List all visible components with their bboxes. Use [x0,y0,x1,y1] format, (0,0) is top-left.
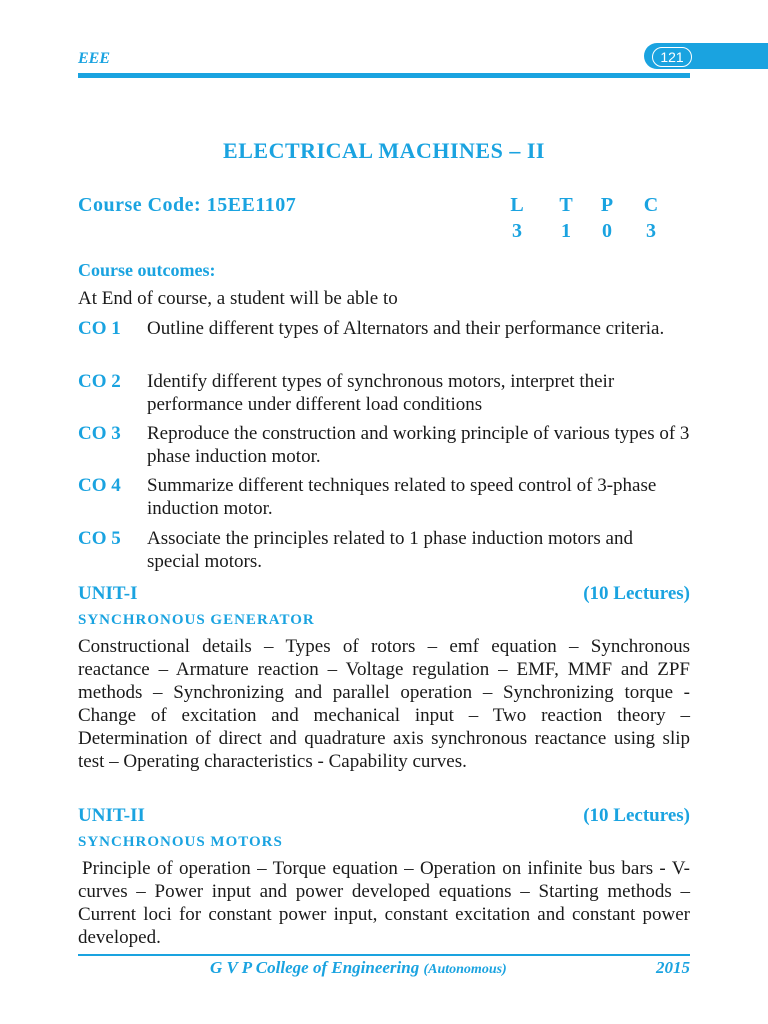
unit-1-subtitle: SYNCHRONOUS GENERATOR [78,612,315,628]
unit-2-heading [78,805,690,827]
co-label: CO 4 [78,475,121,496]
unit-lectures: (10 Lectures) [583,805,690,826]
ltpc-label-t: T [559,194,573,216]
co-label: CO 3 [78,423,121,444]
outcomes-heading: Course outcomes: [78,260,216,280]
unit-title: UNIT-I [78,583,138,604]
ltpc-label-l: L [510,194,524,216]
page-number: 121 [652,47,692,67]
unit-1-heading [78,583,690,605]
co-label: CO 5 [78,528,121,549]
ltpc-value-c: 3 [646,220,656,242]
course-code: Course Code: 15EE1107 [78,194,297,216]
co-text: Associate the principles related to 1 phase induction motors and special motors. [147,528,633,572]
course-outcome-2 [78,370,690,416]
course-outcome-4 [78,474,690,520]
footer-rule [78,954,690,956]
department-label: EEE [78,50,111,67]
outcomes-intro: At End of course, a student will be able to [78,288,398,309]
co-label: CO 1 [78,318,121,339]
unit-2-content: Principle of operation – Torque equation – Operation on infinite bus bars - V-curves – Power input and power developed equations – Starting methods – Current loci for constant power input, constant excitation and constant power developed. [78,858,690,948]
autonomous-label: (Autonomous) [423,962,507,977]
page-title: ELECTRICAL MACHINES – II [223,138,545,163]
co-text: Outline different types of Alternators and their performance criteria. [147,318,665,339]
ltpc-value-l: 3 [512,220,522,242]
ltpc-label-c: C [643,194,659,216]
co-label: CO 2 [78,371,121,392]
unit-2-subtitle: SYNCHRONOUS MOTORS [78,834,283,850]
footer-college [210,958,507,978]
co-text: Summarize different techniques related to speed control of 3-phase induction motor. [147,475,657,519]
ltpc-value-t: 1 [561,220,571,242]
unit-1-content: Constructional details – Types of rotors – emf equation – Synchronous reactance – Armature reaction – Voltage regulation – EMF, MMF and ZPF methods – Synchronizing and parallel operation – Synchronizing torque - Change of excitation and mechanical input – Two reaction theory – Determination of direct and quadrature axis synchronous reactance using slip test – Operating characteristics - Capability curves. [78,636,690,772]
header-rule [78,73,690,78]
footer-year: 2015 [656,958,690,977]
ltpc-label-p: P [600,194,614,216]
course-outcome-1 [78,317,690,340]
ltpc-value-p: 0 [602,220,612,242]
unit-lectures: (10 Lectures) [583,583,690,604]
course-outcome-3 [78,422,690,468]
unit-title: UNIT-II [78,805,145,826]
college-name: G V P College of Engineering [210,958,420,977]
co-text: Reproduce the construction and working principle of various types of 3 phase induction motor. [147,423,690,467]
co-text: Identify different types of synchronous motors, interpret their performance under different load conditions [147,371,615,415]
course-outcome-5 [78,527,690,573]
